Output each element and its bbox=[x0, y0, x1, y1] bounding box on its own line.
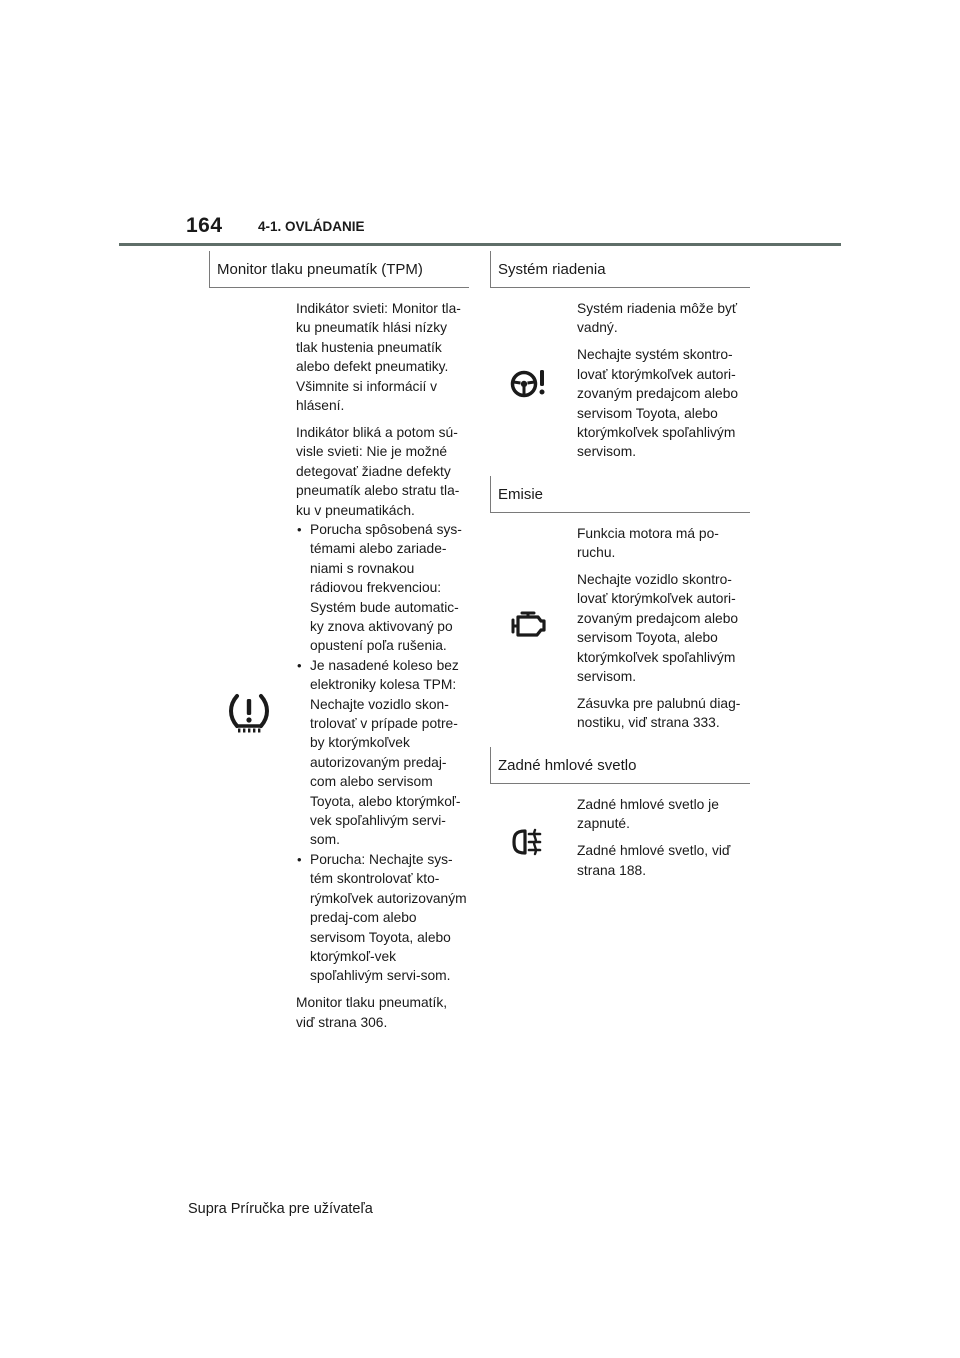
list-item: • Porucha spôsobená sys-témami alebo zariade-niami s rovnakou rádiovou frekvenciou: Systém bude automatic-ky znova aktivovaný po opustení poľa rušenia. bbox=[296, 520, 469, 656]
paragraph: Systém riadenia môže byť vadný. bbox=[577, 301, 738, 336]
paragraph: Zadné hmlové svetlo je zapnuté. bbox=[577, 796, 719, 832]
section-text-emissions bbox=[577, 513, 750, 733]
section-body-fog bbox=[490, 784, 750, 880]
paragraph: Indikátor svieti: Monitor tla-ku pneumatík hlási nízky tlak hustenia pneumatík alebo defekt pneumatiky. Všimnite si informácií v hlásení. bbox=[296, 301, 461, 414]
list-item: • Je nasadené koleso bez elektroniky kolesa TPM: Nechajte vozidlo skon-trolovať v prípade potre-by ktorýmkoľvek autorizovaným predaj-com alebo servisom Toyota, alebo ktorýmkoľ-vek spoľahlivým servi-som. bbox=[296, 656, 469, 850]
section-title-tpm: Monitor tlaku pneumatík (TPM) bbox=[209, 251, 469, 288]
section-emissions bbox=[490, 476, 750, 733]
section-text-steering bbox=[577, 288, 750, 462]
section-body-tpm bbox=[209, 288, 469, 1032]
section-title-emissions: Emisie bbox=[490, 476, 750, 513]
paragraph: Nechajte systém skontro-lovať ktorýmkoľvek autori-zovaným predajcom alebo servisom Toyota, alebo ktorýmkoľvek spoľahlivým servisom. bbox=[577, 347, 739, 460]
tire-pressure-warning-icon bbox=[229, 691, 269, 733]
rear-fog-light-icon bbox=[510, 827, 550, 857]
steering-wheel-warning-icon bbox=[510, 368, 550, 398]
cross-reference: Monitor tlaku pneumatík, viď strana 306. bbox=[296, 995, 448, 1030]
bullet-list bbox=[296, 520, 469, 986]
engine-check-icon bbox=[510, 610, 550, 640]
section-steering bbox=[490, 251, 750, 462]
left-column bbox=[209, 251, 469, 1040]
section-fog bbox=[490, 747, 750, 880]
section-text-fog bbox=[577, 784, 750, 880]
section-body-emissions bbox=[490, 513, 750, 733]
section-title-fog: Zadné hmlové svetlo bbox=[490, 747, 750, 784]
paragraph: Zadné hmlové svetlo, viď strana 188. bbox=[577, 843, 731, 878]
section-title-steering: Systém riadenia bbox=[490, 251, 750, 288]
paragraph: Nechajte vozidlo skontro-lovať ktorýmkoľvek autori-zovaným predajcom alebo servisom Toyota, alebo ktorýmkoľvek spoľahlivým servisom. bbox=[577, 572, 739, 685]
footer-text: Supra Príručka pre užívateľa bbox=[188, 1201, 373, 1217]
list-item: • Porucha: Nechajte sys-tém skontrolovať kto-rýmkoľvek autorizovaným predaj-com alebo servisom Toyota, alebo ktorýmkoľ-vek spoľahlivým servi-som. bbox=[296, 850, 469, 986]
paragraph: Zásuvka pre palubnú diag-nostiku, viď strana 333. bbox=[577, 696, 741, 731]
right-column bbox=[490, 251, 750, 887]
header-divider bbox=[119, 243, 841, 246]
section-tpm bbox=[209, 251, 469, 1032]
section-body-steering bbox=[490, 288, 750, 462]
paragraph: Funkcia motora má po-ruchu. bbox=[577, 525, 719, 561]
section-text-tpm bbox=[296, 288, 469, 1032]
page-number: 164 bbox=[186, 214, 223, 237]
chapter-title: 4-1. OVLÁDANIE bbox=[258, 219, 365, 234]
paragraph: Indikátor bliká a potom sú-visle svieti: Nie je možné detegovať žiadne defekty pneumatík alebo stratu tla-ku v pneumatikách. bbox=[296, 424, 460, 518]
